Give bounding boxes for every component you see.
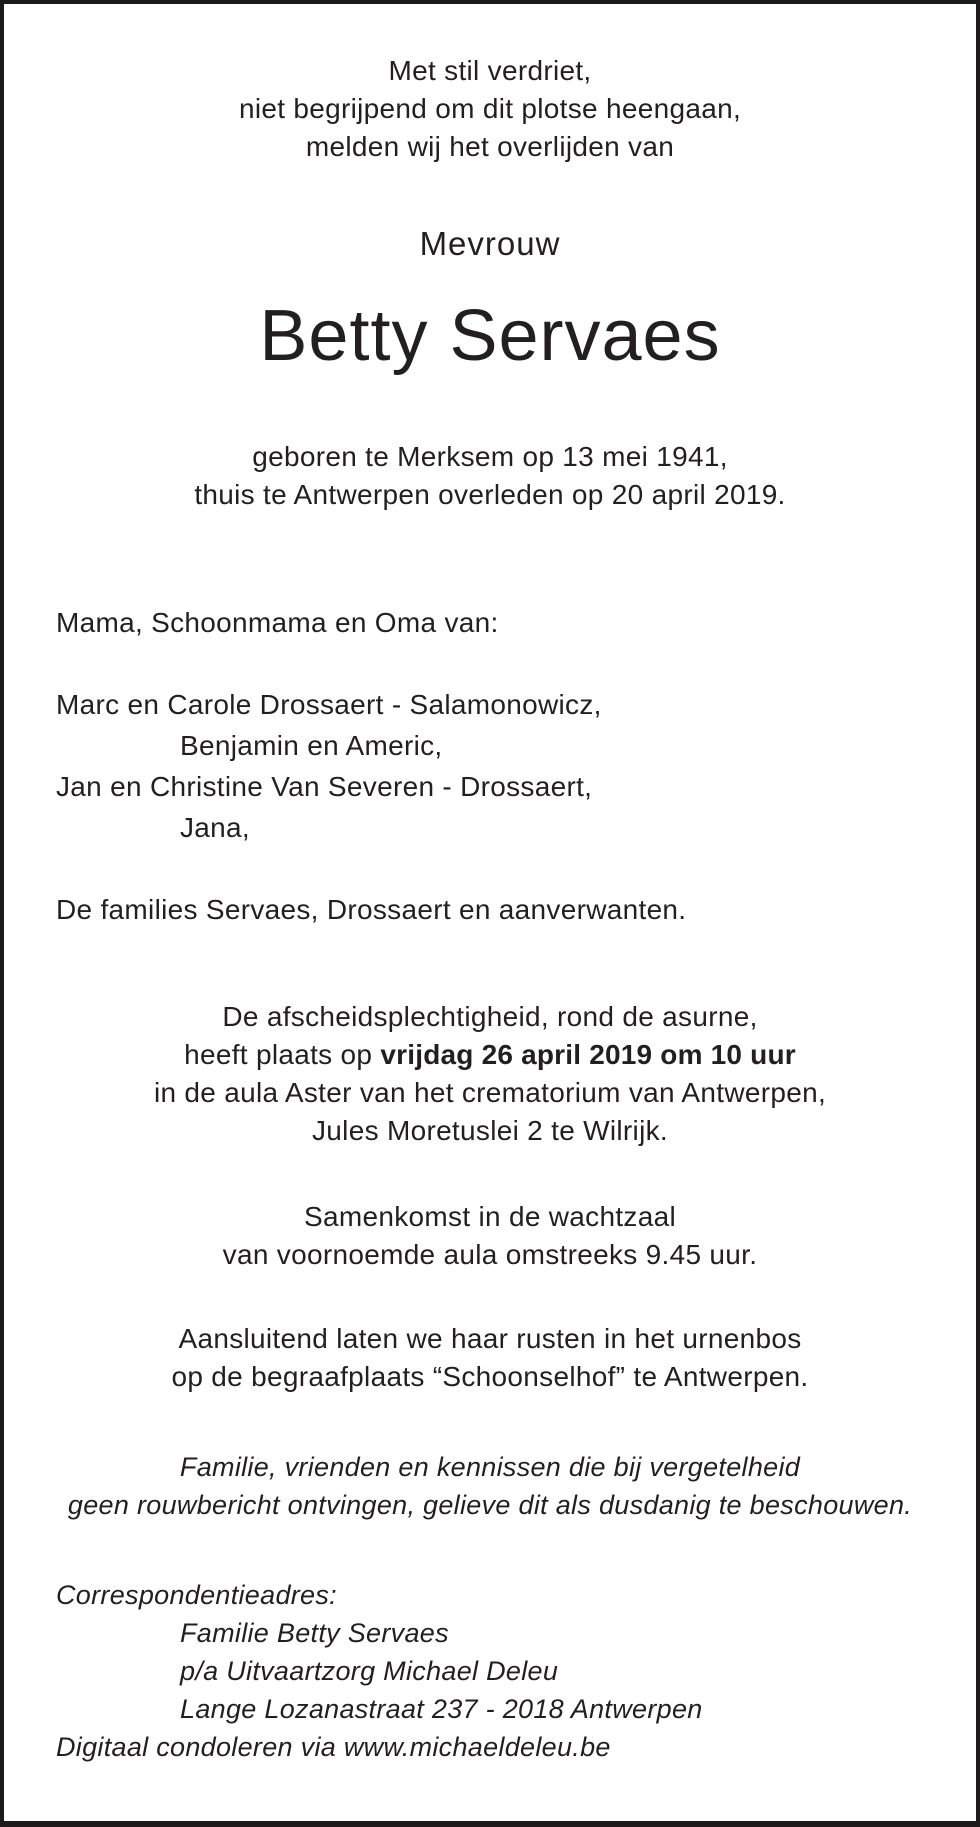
- ceremony-section: [44, 998, 936, 1150]
- relations-heading: Mama, Schoonmama en Oma van:: [56, 607, 499, 638]
- honorific: Mevrouw: [419, 225, 561, 262]
- deceased-name: Betty Servaes: [259, 296, 721, 376]
- spacer: [56, 848, 936, 889]
- digital-condolence-line: [56, 1728, 936, 1766]
- announcement-content: [4, 4, 976, 1806]
- relation-line-3: Jan en Christine Van Severen - Drossaert,: [56, 771, 593, 802]
- resting-section: [44, 1320, 936, 1396]
- intro-line-1: Met stil verdriet,: [388, 55, 592, 86]
- ceremony-line-1: De afscheidsplechtigheid, rond de asurne,: [222, 1001, 758, 1032]
- resting-line-1: Aansluitend laten we haar rusten in het urnenbos: [178, 1323, 802, 1354]
- ceremony-date-bold: vrijdag 26 april 2019 om 10 uur: [380, 1039, 796, 1070]
- gathering-line-2: van voornoemde aula omstreeks 9.45 uur.: [222, 1239, 758, 1270]
- condolence-url: www.michaeldeleu.be: [343, 1732, 611, 1762]
- birth-line: geboren te Merksem op 13 mei 1941,: [252, 441, 728, 472]
- correspondence-line-1: Familie Betty Servaes: [180, 1618, 449, 1648]
- notice-line-2: geen rouwbericht ontvingen, gelieve dit als dusdanig te beschouwen.: [67, 1490, 913, 1520]
- relation-line-1: Marc en Carole Drossaert - Salamonowicz,: [56, 689, 602, 720]
- notice-section: [44, 1448, 936, 1524]
- condolence-prefix: Digitaal condoleren via: [56, 1732, 344, 1762]
- relations-section: [44, 602, 936, 930]
- ceremony-date-prefix: heeft plaats op: [184, 1039, 381, 1070]
- spacer: [56, 643, 936, 684]
- correspondence-line-2: p/a Uitvaartzorg Michael Deleu: [180, 1656, 559, 1686]
- death-line: thuis te Antwerpen overleden op 20 april 2019.: [194, 479, 786, 510]
- gathering-line-1: Samenkomst in de wachtzaal: [304, 1201, 676, 1232]
- gathering-section: [44, 1198, 936, 1274]
- ceremony-line-2: [44, 1036, 936, 1074]
- ceremony-line-3: in de aula Aster van het crematorium van Antwerpen,: [153, 1077, 827, 1108]
- intro-line-3: melden wij het overlijden van: [305, 131, 675, 162]
- correspondence-line-3: Lange Lozanastraat 237 - 2018 Antwerpen: [180, 1694, 703, 1724]
- intro-section: [44, 52, 936, 166]
- relation-line-4: Jana,: [180, 812, 250, 843]
- life-dates-section: [44, 438, 936, 514]
- ceremony-line-4: Jules Moretuslei 2 te Wilrijk.: [312, 1115, 668, 1146]
- relation-line-2: Benjamin en Americ,: [180, 730, 443, 761]
- families-line: De families Servaes, Drossaert en aanverwanten.: [56, 894, 687, 925]
- correspondence-section: [44, 1576, 936, 1766]
- correspondence-heading: Correspondentieadres:: [56, 1580, 337, 1610]
- notice-line-1: Familie, vrienden en kennissen die bij vergetelheid: [179, 1452, 801, 1482]
- resting-line-2: op de begraafplaats “Schoonselhof” te Antwerpen.: [171, 1361, 809, 1392]
- intro-line-2: niet begrijpend om dit plotse heengaan,: [238, 93, 742, 124]
